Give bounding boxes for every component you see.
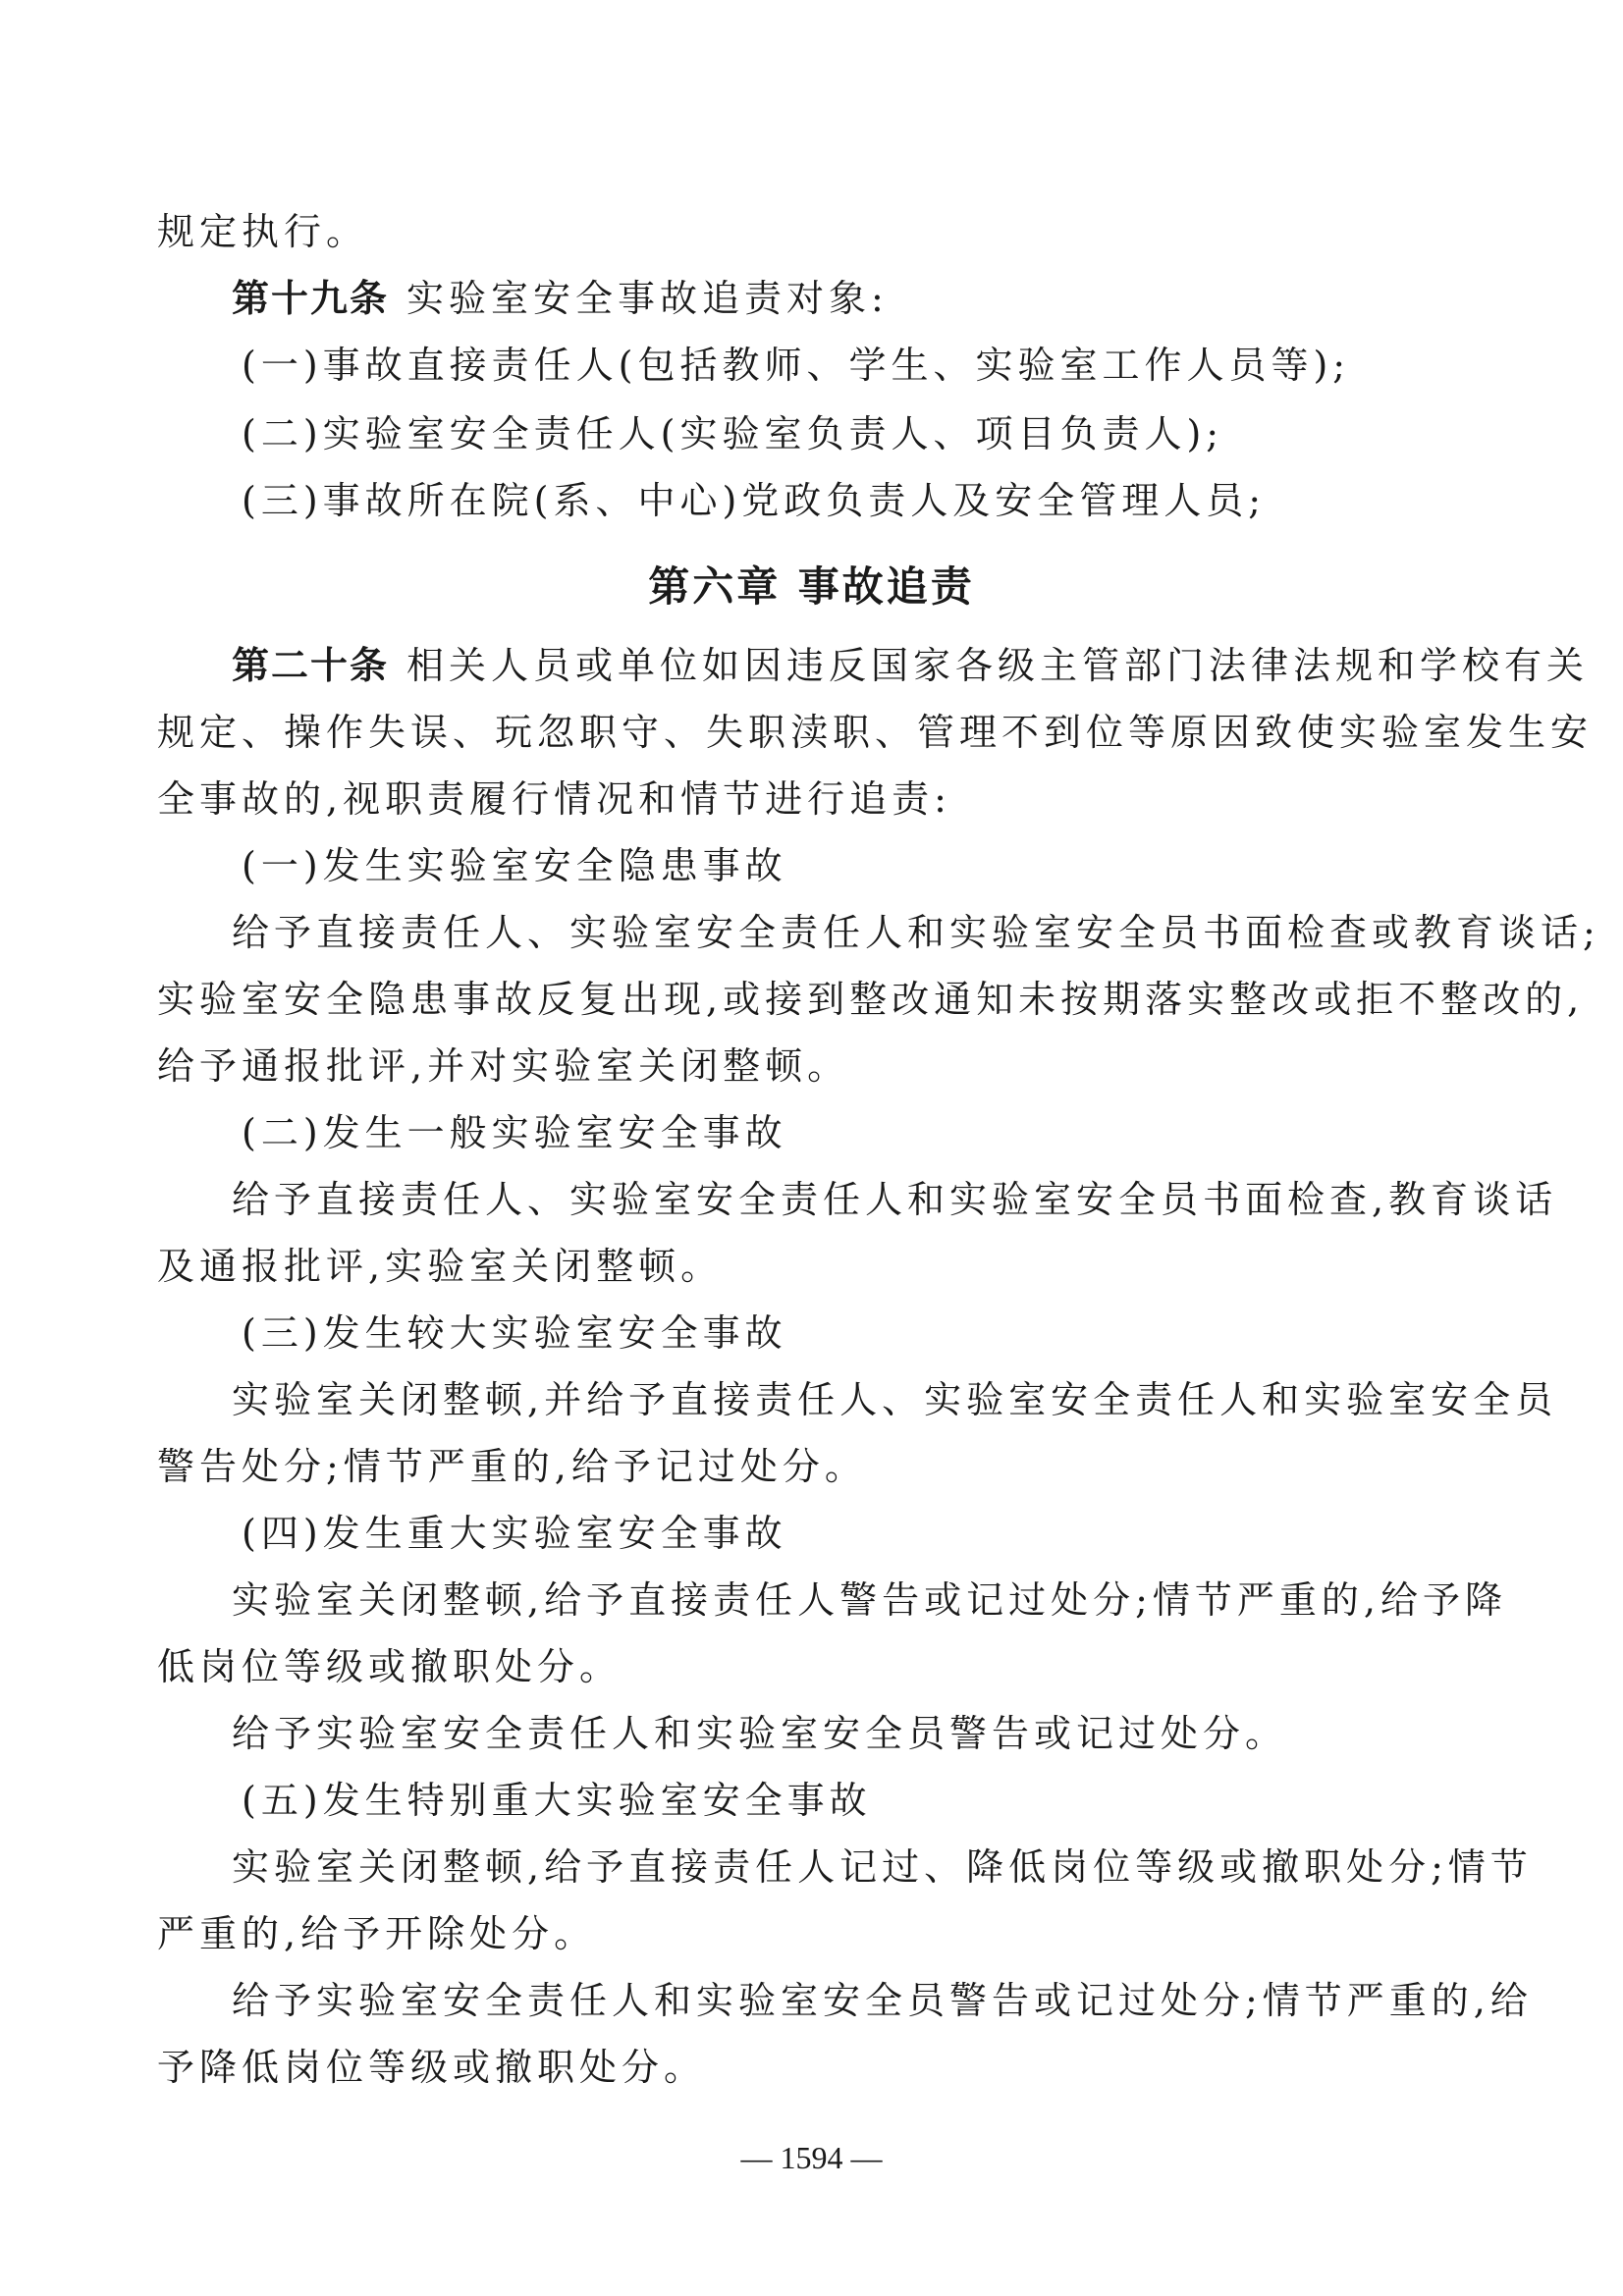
text-line: 给予通报批评,并对实验室关闭整顿。 (157, 1044, 850, 1088)
text-line: 严重的,给予开除处分。 (157, 1912, 597, 1955)
list-item: (三)发生较大实验室安全事故 (242, 1311, 787, 1355)
list-item: (一)事故直接责任人(包括教师、学生、实验室工作人员等); (242, 344, 1351, 387)
text-line: 给予实验室安全责任人和实验室安全员警告或记过处分。 (232, 1712, 1288, 1755)
text-line: 规定执行。 (157, 210, 369, 253)
text-line: 给予直接责任人、实验室安全责任人和实验室安全员书面检查,教育谈话 (232, 1178, 1558, 1221)
text-line: 实验室关闭整顿,并给予直接责任人、实验室安全责任人和实验室安全员 (232, 1378, 1558, 1421)
chapter-title: 第六章 事故追责 (648, 562, 975, 611)
text-line: 全事故的,视职责履行情况和情节进行追责: (157, 777, 951, 821)
list-item: (二)发生一般实验室安全事故 (242, 1111, 787, 1154)
page-number: — 1594 — (740, 2140, 883, 2175)
article-text: 相关人员或单位如因违反国家各级主管部门法律法规和学校有关 (406, 644, 1590, 687)
article-label: 第二十条 (232, 644, 390, 687)
text-line: 及通报批评,实验室关闭整顿。 (157, 1245, 724, 1288)
text-line: 给予直接责任人、实验室安全责任人和实验室安全员书面检查或教育谈话; (232, 911, 1600, 954)
article-label: 第十九条 (232, 277, 390, 320)
text-line: 低岗位等级或撤职处分。 (157, 1645, 622, 1688)
list-item: (一)发生实验室安全隐患事故 (242, 844, 787, 887)
text-line: 规定、操作失误、玩忽职守、失职渎职、管理不到位等原因致使实验室发生安 (157, 711, 1594, 754)
text-line: 警告处分;情节严重的,给予记过处分。 (157, 1445, 867, 1488)
text-line: 予降低岗位等级或撤职处分。 (157, 2046, 707, 2089)
article-20 (232, 642, 1590, 689)
text-line: 实验室安全隐患事故反复出现,或接到整改通知未按期落实整改或拒不整改的, (157, 978, 1585, 1021)
list-item: (三)事故所在院(系、中心)党政负责人及安全管理人员; (242, 479, 1267, 522)
article-19 (232, 275, 1473, 322)
article-text: 实验室安全事故追责对象: (406, 277, 889, 320)
list-item: (五)发生特别重大实验室安全事故 (242, 1779, 872, 1822)
list-item: (四)发生重大实验室安全事故 (242, 1512, 787, 1555)
text-line: 实验室关闭整顿,给予直接责任人警告或记过处分;情节严重的,给予降 (232, 1578, 1507, 1622)
text-line: 实验室关闭整顿,给予直接责任人记过、降低岗位等级或撤职处分;情节 (232, 1845, 1533, 1889)
list-item: (二)实验室安全责任人(实验室负责人、项目负责人); (242, 412, 1224, 455)
text-line: 给予实验室安全责任人和实验室安全员警告或记过处分;情节严重的,给 (232, 1979, 1533, 2022)
